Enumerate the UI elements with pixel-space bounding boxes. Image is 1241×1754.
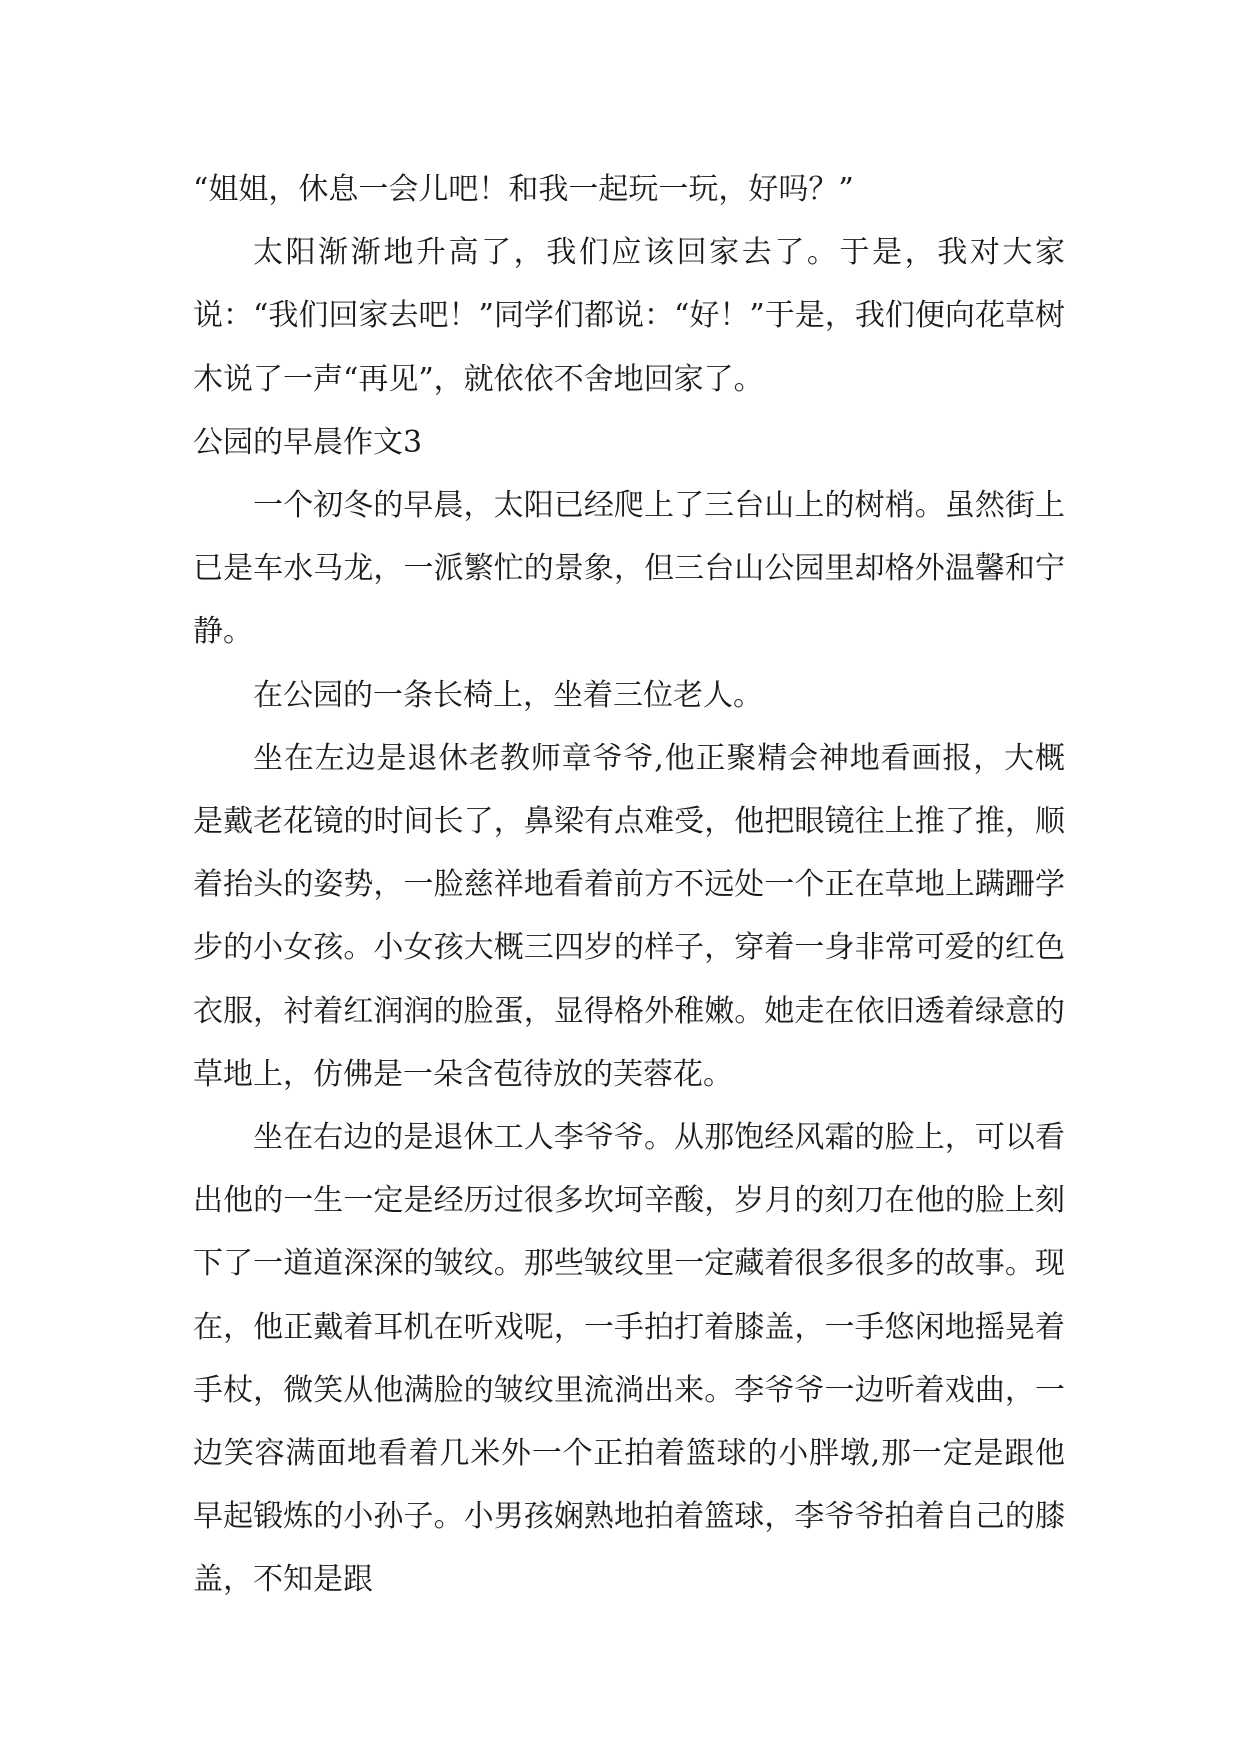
paragraph-early-winter-morning: 一个初冬的早晨，太阳已经爬上了三台山上的树梢。虽然街上已是车水马龙，一派繁忙的景象，但三台山公园里却格外温馨和宁静。 xyxy=(193,488,1065,650)
paragraph-three-elders: 在公园的一条长椅上，坐着三位老人。 xyxy=(253,677,763,713)
paragraph-grandpa-li: 坐在右边的是退休工人李爷爷。从那饱经风霜的脸上，可以看出他的一生一定是经历过很多坎坷辛酸，岁月的刻刀在他的脸上刻下了一道道深深的皱纹。那些皱纹里一定藏着很多很多的故事。现在，他正戴着耳机在听戏呢，一手拍打着膝盖，一手悠闲地摇晃着手杖，微笑从他满脸的皱纹里流淌出来。李爷爷一边听着戏曲，一边笑容满面地看着几米外一个正拍着篮球的小胖墩,那一定是跟他早起锻炼的小孙子。小男孩娴熟地拍着篮球，李爷爷拍着自己的膝盖，不知是跟 xyxy=(193,1120,1065,1598)
paragraph-grandpa-zhang: 坐在左边是退休老教师章爷爷,他正聚精会神地看画报，大概是戴老花镜的时间长了，鼻梁有点难受，他把眼镜往上推了推，顺着抬头的姿势，一脸慈祥地看着前方不远处一个正在草地上蹒跚学步的小女孩。小女孩大概三四岁的样子，穿着一身非常可爱的红色衣服，衬着红润润的脸蛋，显得格外稚嫩。她走在依旧透着绿意的草地上，仿佛是一朵含苞待放的芙蓉花。 xyxy=(193,740,1065,1092)
document-body xyxy=(193,158,1065,1612)
paragraph-dialogue: “姐姐，休息一会儿吧！和我一起玩一玩，好吗？” xyxy=(193,172,854,207)
essay-heading: 公园的早晨作文3 xyxy=(193,424,423,460)
paragraph-going-home: 太阳渐渐地升高了，我们应该回家去了。于是，我对大家说：“我们回家去吧！”同学们都说：“好！”于是，我们便向花草树木说了一声“再见”，就依依不舍地回家了。 xyxy=(193,235,1065,397)
